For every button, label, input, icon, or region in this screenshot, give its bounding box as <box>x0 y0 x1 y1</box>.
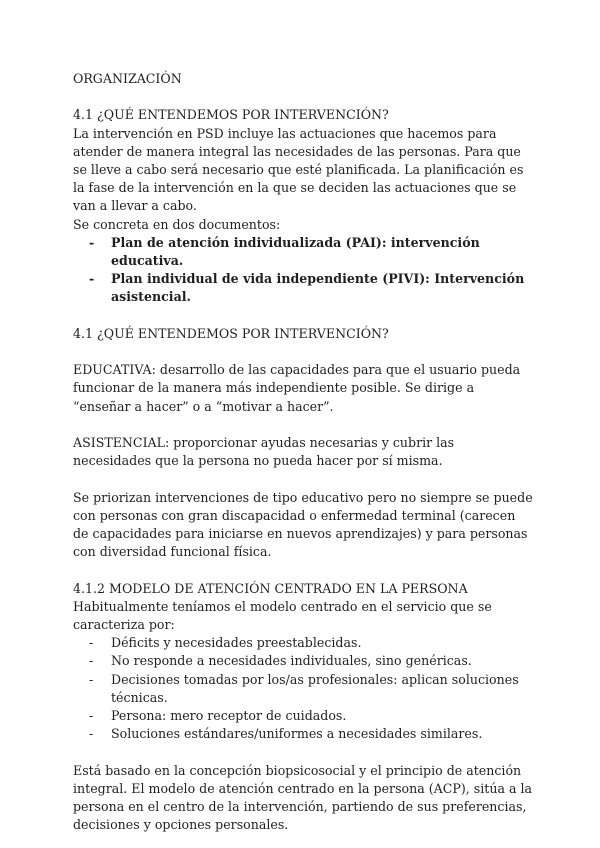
spacer <box>73 416 533 434</box>
list-item-pivi: - Plan individual de vida independiente (PIVI): Intervención asistencial. <box>73 270 533 306</box>
prioriza-paragraph: Se priorizan intervenciones de tipo educativo pero no siempre se puede con personas con gran discapacidad o enfermedad terminal (carecen de capacidades para iniciarse en nuevos aprendizajes) y para personas con diversidad funcional física. <box>73 489 533 560</box>
list-item: - Soluciones estándares/uniformes a necesidades similares. <box>73 725 533 743</box>
section-heading-intervencion-2: 4.1 ¿QUÉ ENTENDEMOS POR INTERVENCIÓN? <box>73 325 389 341</box>
documentos-intro: Se concreta en dos documentos: <box>73 216 281 232</box>
list-item: - No responde a necesidades individuales, sino genéricas. <box>73 652 533 670</box>
acp-paragraph: Está basado en la concepción biopsicosocial y el principio de atención integral. El modelo de atención centrado en la persona (ACP), sitúa a la persona en el centro de la intervención, partiendo de sus preferencias, decisiones y opciones personales. <box>73 762 533 833</box>
spacer <box>73 343 533 361</box>
spacer <box>73 307 533 325</box>
list-item: - Decisiones tomadas por los/as profesionales: aplican soluciones técnicas. <box>73 671 533 707</box>
spacer <box>73 743 533 761</box>
asistencial-paragraph: ASISTENCIAL: proporcionar ayudas necesarias y cubrir las necesidades que la persona no pueda hacer por sí misma. <box>73 435 455 469</box>
spacer <box>73 470 533 488</box>
section-heading-modelo-acp: 4.1.2 MODELO DE ATENCIÓN CENTRADO EN LA PERSONA <box>73 580 468 596</box>
modelo-servicio-intro: Habitualmente teníamos el modelo centrado en el servicio que se caracteriza por: <box>73 598 492 632</box>
spacer <box>73 561 533 579</box>
document-page <box>73 70 533 834</box>
list-item: - Persona: mero receptor de cuidados. <box>73 707 533 725</box>
educativa-paragraph: EDUCATIVA: desarrollo de las capacidades para que el usuario pueda funcionar de la manera más independiente posible. Se dirige a “enseñar a hacer” o a “motivar a hacer”. <box>73 362 521 414</box>
intervencion-paragraph: La intervención en PSD incluye las actuaciones que hacemos para atender de manera integral las necesidades de las personas. Para que se lleve a cabo será necesario que esté planificada. La planificación es la fase de la intervención en la que se deciden las actuaciones que se van a llevar a cabo. <box>73 125 524 214</box>
caracteristicas-list <box>73 634 533 743</box>
section-heading-intervencion: 4.1 ¿QUÉ ENTENDEMOS POR INTERVENCIÓN? <box>73 107 389 123</box>
spacer <box>73 88 533 106</box>
documentos-list <box>73 234 533 307</box>
document-title: ORGANIZACIÓN <box>73 71 182 86</box>
list-item: - Déficits y necesidades preestablecidas. <box>73 634 533 652</box>
list-item-pai: - Plan de atención individualizada (PAI): intervención educativa. <box>73 234 533 270</box>
